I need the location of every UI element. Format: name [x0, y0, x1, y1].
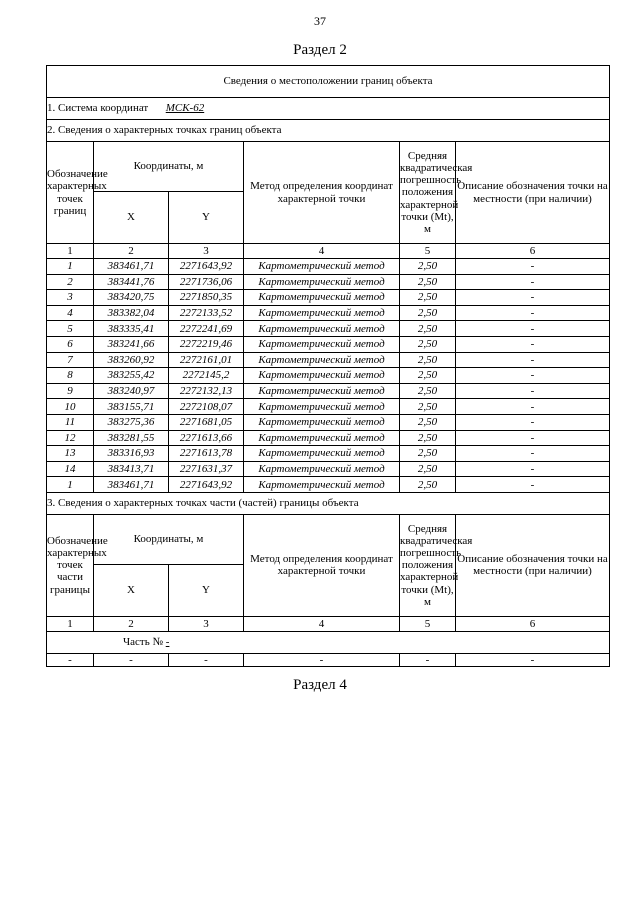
mt-error: 2,50: [400, 414, 456, 430]
point-number: 10: [47, 399, 94, 415]
column-number-2: 2: [94, 244, 169, 259]
column-number-5: 5: [400, 616, 456, 631]
table-row: [47, 414, 610, 430]
table-row: [47, 290, 610, 306]
mt-error: 2,50: [400, 336, 456, 352]
coord-y: 2271681,05: [169, 414, 244, 430]
block2-title: 2. Сведения о характерных точках границ объекта: [47, 120, 610, 142]
column-numbers-row: [47, 616, 610, 631]
coord-y: 2271850,35: [169, 290, 244, 306]
point-description: -: [456, 446, 610, 462]
point-number: 2: [47, 274, 94, 290]
column-number-6: 6: [456, 616, 610, 631]
coord-x: 383240,97: [94, 383, 169, 399]
column-number-1: 1: [47, 244, 94, 259]
coord-y: 2272132,13: [169, 383, 244, 399]
header2-description: Описание обозначения точки на местности (при наличии): [456, 142, 610, 244]
coord-y: 2272133,52: [169, 305, 244, 321]
point-description: -: [456, 305, 610, 321]
table-row: [47, 336, 610, 352]
method: Картометрический метод: [244, 259, 400, 275]
coord-y: 2271736,06: [169, 274, 244, 290]
table-row: [47, 461, 610, 477]
part-data-row: [47, 653, 610, 666]
method: Картометрический метод: [244, 430, 400, 446]
coord-y: 2271643,92: [169, 477, 244, 493]
method: Картометрический метод: [244, 446, 400, 462]
point-description: -: [456, 399, 610, 415]
column-number-1: 1: [47, 616, 94, 631]
header3-method: Метод определения координат характерной точки: [244, 514, 400, 616]
point-number: 5: [47, 321, 94, 337]
table-row: [47, 305, 610, 321]
method: Картометрический метод: [244, 383, 400, 399]
part-cell-6: -: [456, 653, 610, 666]
header2-point-label: Обозначение характерных точек границ: [47, 142, 94, 244]
boundary-table: [46, 65, 610, 667]
coord-y: 2271613,66: [169, 430, 244, 446]
point-description: -: [456, 259, 610, 275]
header2-method: Метод определения координат характерной точки: [244, 142, 400, 244]
coord-system-value: МСК-62: [165, 102, 205, 115]
point-description: -: [456, 414, 610, 430]
mt-error: 2,50: [400, 352, 456, 368]
point-description: -: [456, 290, 610, 306]
method: Картометрический метод: [244, 336, 400, 352]
mt-error: 2,50: [400, 290, 456, 306]
coord-system-label: 1. Система координат: [47, 102, 149, 115]
mt-error: 2,50: [400, 274, 456, 290]
header3-x: X: [94, 564, 169, 616]
coord-x: 383281,55: [94, 430, 169, 446]
mt-error: 2,50: [400, 259, 456, 275]
method: Картометрический метод: [244, 414, 400, 430]
coord-x: 383260,92: [94, 352, 169, 368]
point-description: -: [456, 383, 610, 399]
coord-x: 383461,71: [94, 259, 169, 275]
column-number-3: 3: [169, 244, 244, 259]
part-cell-1: -: [47, 653, 94, 666]
point-description: -: [456, 336, 610, 352]
table-row: [47, 477, 610, 493]
point-number: 8: [47, 368, 94, 384]
coord-x: 383441,76: [94, 274, 169, 290]
coord-y: 2272219,46: [169, 336, 244, 352]
coord-y: 2271631,37: [169, 461, 244, 477]
coord-y: 2272145,2: [169, 368, 244, 384]
mt-error: 2,50: [400, 446, 456, 462]
mt-error: 2,50: [400, 383, 456, 399]
part-cell-5: -: [400, 653, 456, 666]
part-cell-4: -: [244, 653, 400, 666]
column-number-6: 6: [456, 244, 610, 259]
method: Картометрический метод: [244, 399, 400, 415]
header3-point-label: Обозначение характерных точек части границы: [47, 514, 94, 616]
point-number: 1: [47, 259, 94, 275]
header3-description: Описание обозначения точки на местности (при наличии): [456, 514, 610, 616]
coord-x: 383461,71: [94, 477, 169, 493]
point-number: 9: [47, 383, 94, 399]
table-row: [47, 430, 610, 446]
point-number: 12: [47, 430, 94, 446]
point-description: -: [456, 430, 610, 446]
coord-x: 383155,71: [94, 399, 169, 415]
table-row: [47, 446, 610, 462]
coord-x: 383241,66: [94, 336, 169, 352]
table-row: [47, 352, 610, 368]
point-number: 7: [47, 352, 94, 368]
part-cell-3: -: [169, 653, 244, 666]
point-number: 11: [47, 414, 94, 430]
method: Картометрический метод: [244, 321, 400, 337]
column-number-5: 5: [400, 244, 456, 259]
point-description: -: [456, 321, 610, 337]
block3-title: 3. Сведения о характерных точках части (частей) границы объекта: [47, 492, 610, 514]
column-number-4: 4: [244, 616, 400, 631]
point-number: 4: [47, 305, 94, 321]
point-number: 1: [47, 477, 94, 493]
coord-x: 383420,75: [94, 290, 169, 306]
table-title: Сведения о местоположении границ объекта: [47, 66, 610, 98]
section-title-bottom: Раздел 4: [293, 677, 347, 693]
point-description: -: [456, 274, 610, 290]
coord-x: 383413,71: [94, 461, 169, 477]
point-description: -: [456, 477, 610, 493]
method: Картометрический метод: [244, 290, 400, 306]
mt-error: 2,50: [400, 305, 456, 321]
column-numbers-row: [47, 244, 610, 259]
mt-error: 2,50: [400, 477, 456, 493]
point-number: 13: [47, 446, 94, 462]
part-row: [47, 631, 610, 653]
column-number-4: 4: [244, 244, 400, 259]
method: Картометрический метод: [244, 352, 400, 368]
part-value: -: [165, 636, 170, 649]
coord-y: 2271613,78: [169, 446, 244, 462]
part-label: Часть №: [123, 636, 163, 649]
header2-error: Средняя квадратическая погрешность положения характерной точки (Mt), м: [400, 142, 456, 244]
coord-y: 2272108,07: [169, 399, 244, 415]
method: Картометрический метод: [244, 305, 400, 321]
method: Картометрический метод: [244, 368, 400, 384]
coord-x: 383275,36: [94, 414, 169, 430]
column-number-3: 3: [169, 616, 244, 631]
mt-error: 2,50: [400, 430, 456, 446]
point-description: -: [456, 368, 610, 384]
point-number: 6: [47, 336, 94, 352]
method: Картометрический метод: [244, 274, 400, 290]
coord-y: 2272161,01: [169, 352, 244, 368]
part-cell-2: -: [94, 653, 169, 666]
header2-y: Y: [169, 192, 244, 244]
point-number: 14: [47, 461, 94, 477]
section-title-top: Раздел 2: [293, 42, 347, 58]
coord-y: 2272241,69: [169, 321, 244, 337]
mt-error: 2,50: [400, 399, 456, 415]
method: Картометрический метод: [244, 477, 400, 493]
coord-x: 383255,42: [94, 368, 169, 384]
header3-coords: Координаты, м: [94, 514, 244, 564]
table-row: [47, 383, 610, 399]
mt-error: 2,50: [400, 461, 456, 477]
point-description: -: [456, 461, 610, 477]
mt-error: 2,50: [400, 368, 456, 384]
coord-y: 2271643,92: [169, 259, 244, 275]
header2-coords: Координаты, м: [94, 142, 244, 192]
header3-y: Y: [169, 564, 244, 616]
page-number: 37: [314, 14, 326, 28]
column-number-2: 2: [94, 616, 169, 631]
coord-x: 383316,93: [94, 446, 169, 462]
point-description: -: [456, 352, 610, 368]
header3-error: Средняя квадратическая погрешность положения характерной точки (Mt), м: [400, 514, 456, 616]
table-row: [47, 368, 610, 384]
point-number: 3: [47, 290, 94, 306]
header2-x: X: [94, 192, 169, 244]
table-row: [47, 259, 610, 275]
mt-error: 2,50: [400, 321, 456, 337]
table-row: [47, 399, 610, 415]
table-row: [47, 274, 610, 290]
coord-x: 383335,41: [94, 321, 169, 337]
table-row: [47, 321, 610, 337]
coord-system-row: [47, 98, 610, 120]
coord-x: 383382,04: [94, 305, 169, 321]
method: Картометрический метод: [244, 461, 400, 477]
